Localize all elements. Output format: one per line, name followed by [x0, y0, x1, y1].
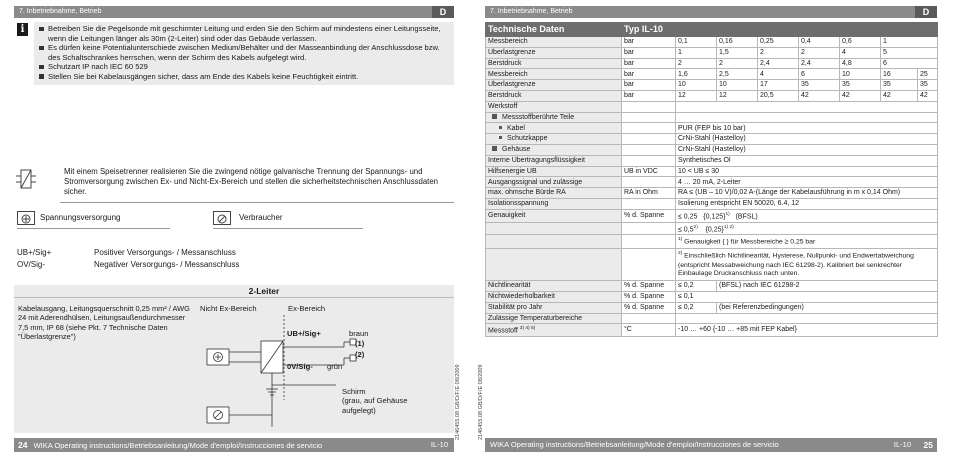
value: ≤ 0,25 — [678, 213, 698, 221]
row-unit: % d. Spanne — [622, 209, 676, 222]
divider — [17, 228, 170, 229]
cell: ≤ 0,2 — [676, 302, 717, 313]
cell: (BFSL) nach IEC 61298-2 — [717, 281, 938, 292]
cell: 4 — [758, 69, 799, 80]
row-unit: RA in Ohm — [622, 188, 676, 199]
cell — [676, 313, 938, 324]
cell: 0,1 — [676, 37, 717, 48]
pin-row — [17, 247, 239, 259]
row-unit: bar — [622, 47, 676, 58]
table-row — [486, 222, 938, 235]
table-row — [486, 80, 938, 91]
cell: 12 — [717, 90, 758, 101]
row-unit: bar — [622, 58, 676, 69]
cell: 10 — [676, 80, 717, 91]
wiring-diagram — [14, 285, 454, 433]
row-unit: bar — [622, 90, 676, 101]
cell: 35 — [881, 80, 918, 91]
cell: 42 — [799, 90, 840, 101]
cell: 0,4 — [799, 37, 840, 48]
square-bullet-icon — [492, 114, 497, 119]
right-footer — [485, 438, 937, 452]
row-unit: bar — [622, 69, 676, 80]
value: {0,125} — [703, 213, 726, 221]
row-label: Überlastgrenze — [486, 80, 622, 91]
row-label: Berstdruck — [486, 90, 622, 101]
bullet-item: Es dürfen keine Potentialunterschiede zwischen Medium/Behälter und der Masseanbindung der Anschlussdose bzw. des Schaltschrankes herrschen, wenn der Schirm des Kabels aufgelegt wird. — [38, 43, 450, 62]
cell: PUR (FEP bis 10 bar) — [676, 123, 938, 134]
cell: 20,5 — [758, 90, 799, 101]
cell: 4 … 20 mA, 2-Leiter — [676, 177, 938, 188]
row-label-text: Schutzkappe — [507, 135, 548, 143]
table-head-title: Technische Daten — [486, 23, 622, 37]
divider — [213, 228, 363, 229]
terminal-1: (1) — [355, 339, 365, 348]
table-row — [486, 58, 938, 69]
cell: 1 — [881, 37, 938, 48]
cell — [622, 134, 676, 145]
row-label-text: Gehäuse — [502, 146, 531, 154]
row-label: Messbereich — [486, 37, 622, 48]
row-label: Berstdruck — [486, 58, 622, 69]
row-label: Stabilität pro Jahr — [486, 302, 622, 313]
consumer-icon — [213, 211, 231, 225]
cell: 42 — [881, 90, 918, 101]
isolator-text: Mit einem Speisetrenner realisieren Sie die zwingend nötige galvanische Trennung der Spannungs- und Stromversorgung zwischen Ex- und Nicht-Ex-Bereich und stellen die sicherheitstechnischen Anschlussdaten sicher. — [64, 167, 439, 197]
cell: 1,6 — [676, 69, 717, 80]
row-label: Genauigkeit — [486, 209, 622, 222]
row-label: Nichtwiederholbarkeit — [486, 291, 622, 302]
table-row — [486, 313, 938, 324]
shield-label — [342, 387, 407, 415]
pin-desc: Negativer Versorgungs- / Messanschluss — [94, 259, 240, 269]
cell: 42 — [918, 90, 938, 101]
shield-line: Schirm — [342, 387, 366, 396]
footer-model: IL-10 — [893, 440, 911, 449]
table-row — [486, 281, 938, 292]
table-row — [486, 188, 938, 199]
wire-color-green: grün — [327, 362, 343, 371]
power-supply-icon — [17, 211, 35, 225]
square-bullet-icon — [492, 146, 497, 151]
cell — [622, 112, 676, 123]
footnote — [676, 249, 938, 281]
footer-text: WIKA Operating instructions/Betriebsanleitung/Mode d'emploi/Instrucciones de servicio — [490, 440, 779, 449]
cell — [622, 155, 676, 166]
row-label: Isolationsspannung — [486, 198, 622, 209]
row-unit: UB in VDC — [622, 166, 676, 177]
cell — [622, 177, 676, 188]
row-label: Messbereich — [486, 69, 622, 80]
value: ≤ 0,5 — [678, 225, 694, 233]
left-page — [0, 0, 468, 471]
row-unit: bar — [622, 37, 676, 48]
footnote-text: Einschließlich Nichtlinearität, Hysterese, Nullpunkt- und Endwertabweichung (entspricht Messabweichung nach IEC 61298-2). Kalibriert bei senkrechter Einbaulage Druckanschluss nach unten. — [678, 252, 914, 278]
cell: 12 — [676, 90, 717, 101]
cell: 35 — [918, 80, 938, 91]
cell — [622, 198, 676, 209]
row-label: max. ohmsche Bürde RA — [486, 188, 622, 199]
row-label: Nichtlinearität — [486, 281, 622, 292]
pin-row — [17, 259, 239, 271]
table-row — [486, 69, 938, 80]
row-label-text: Kabel — [507, 124, 525, 132]
bullet-item: Schutzart IP nach IEC 60 529 — [38, 62, 450, 72]
row-label — [486, 112, 622, 123]
left-lang-badge: D — [432, 6, 454, 18]
cell: 0,25 — [758, 37, 799, 48]
table-row — [486, 144, 938, 155]
shield-line: (grau, auf Gehäuse — [342, 396, 408, 406]
footnote-mark: 3) 4) 5) — [519, 326, 536, 332]
cell: CrNi-Stahl (Hastelloy) — [676, 144, 938, 155]
footnote-mark: 1) — [725, 211, 730, 217]
cell: 10 — [717, 80, 758, 91]
pin-key: OV/Sig- — [17, 259, 46, 269]
bullet-item: Stellen Sie bei Kabelausgängen sicher, dass am Ende des Kabels keine Feuchtigkeit eintritt. — [38, 72, 450, 82]
table-row — [486, 177, 938, 188]
table-row — [486, 134, 938, 145]
cell — [622, 144, 676, 155]
table-header-row — [486, 23, 938, 37]
footnote-mark: 2) — [678, 251, 683, 257]
cell — [622, 249, 676, 281]
row-label: Zulässige Temperaturbereiche — [486, 313, 622, 324]
divider — [60, 202, 454, 203]
cell — [676, 112, 938, 123]
table-head-type: Typ IL-10 — [622, 23, 938, 37]
cell: 35 — [799, 80, 840, 91]
right-lang-badge: D — [915, 6, 937, 18]
non-ex-label: Nicht Ex-Bereich — [200, 304, 257, 313]
table-row — [486, 112, 938, 123]
tech-data-table — [485, 22, 938, 337]
cell: 6 — [799, 69, 840, 80]
cell: 16 — [881, 69, 918, 80]
value: {0,25} — [705, 225, 724, 233]
cell: Isolierung entspricht EN 50020, 6.4, 12 — [676, 198, 938, 209]
cell: (bei Referenzbedingungen) — [717, 302, 938, 313]
row-label: Hilfsenergie UB — [486, 166, 622, 177]
info-icon: i — [17, 23, 28, 36]
cell: ≤ 0,2 — [676, 281, 717, 292]
table-row — [486, 249, 938, 281]
ub-sig-label: UB+/Sig+ — [287, 329, 321, 338]
row-label: Ausgangssignal und zulässige — [486, 177, 622, 188]
cell: 2 — [758, 47, 799, 58]
wiring-schematic — [194, 315, 454, 433]
ex-label: Ex-Bereich — [288, 304, 326, 313]
row-unit: % d. Spanne — [622, 291, 676, 302]
row-label — [486, 222, 622, 235]
table-row — [486, 90, 938, 101]
cell — [676, 209, 938, 222]
table-row — [486, 291, 938, 302]
page-number: 25 — [923, 440, 933, 450]
wiring-title: 2-Leiter — [14, 285, 454, 298]
left-footer — [14, 438, 454, 452]
right-header — [485, 6, 937, 18]
side-doc-code: 2146455.08 GB/D/F/E 08/2009 — [455, 364, 461, 440]
table-row — [486, 198, 938, 209]
supply-label: Spannungsversorgung — [40, 213, 121, 222]
table-row — [486, 235, 938, 249]
table-row — [486, 101, 938, 112]
table-row — [486, 209, 938, 222]
cell: -10 … +60 {-10 … +85 mit FEP Kabel} — [676, 324, 938, 337]
footnote-mark: 1) — [678, 237, 683, 243]
right-page — [477, 0, 954, 471]
left-header-title: 7. Inbetriebnahme, Betrieb — [19, 8, 102, 15]
footnote — [676, 235, 938, 249]
cell: 1 — [676, 47, 717, 58]
cell: Synthetisches Öl — [676, 155, 938, 166]
footnote-text: Genauigkeit { } für Messbereiche ≥ 0,25 bar — [684, 238, 816, 246]
row-label-text: Messstoff — [488, 327, 518, 335]
table-row — [486, 324, 938, 337]
cell: 0,6 — [840, 37, 881, 48]
row-label — [486, 235, 622, 249]
cell — [622, 222, 676, 235]
wire-color-brown: braun — [349, 329, 369, 338]
cell — [622, 313, 676, 324]
footnote-mark: 2) — [693, 224, 698, 230]
left-header — [14, 6, 454, 18]
cell: RA ≤ (UB – 10 V)/0,02 A-(Länge der Kabelausführung in m x 0,14 Ohm) — [676, 188, 938, 199]
pin-desc: Positiver Versorgungs- / Messanschluss — [94, 248, 236, 257]
cell: 0,16 — [717, 37, 758, 48]
isolator-icon — [16, 168, 36, 190]
page-number: 24 — [18, 440, 28, 450]
row-label — [486, 324, 622, 337]
cell: 2 — [799, 47, 840, 58]
row-label — [486, 144, 622, 155]
cell: 4 — [840, 47, 881, 58]
shield-line: aufgelegt) — [342, 405, 376, 415]
cell: 2,4 — [758, 58, 799, 69]
row-unit: % d. Spanne — [622, 281, 676, 292]
terminal-2: (2) — [355, 350, 365, 359]
cell — [622, 123, 676, 134]
footer-text: WIKA Operating instructions/Betriebsanleitung/Mode d'emploi/Instrucciones de servicio — [33, 441, 323, 450]
cell: 2 — [717, 58, 758, 69]
footer-model: IL-10 — [430, 440, 448, 449]
cell: CrNi-Stahl (Hastelloy) — [676, 134, 938, 145]
cell — [676, 101, 938, 112]
row-label-text: Messstoffberührte Teile — [502, 113, 575, 121]
dot-bullet-icon — [499, 126, 502, 129]
side-doc-code: 2146455.08 GB/D/F/E 08/2009 — [478, 364, 484, 440]
cell: 2,5 — [717, 69, 758, 80]
cell: 10 < UB ≤ 30 — [676, 166, 938, 177]
cell — [622, 101, 676, 112]
row-label: Werkstoff — [486, 101, 622, 112]
cell — [676, 222, 938, 235]
right-header-title: 7. Inbetriebnahme, Betrieb — [490, 8, 573, 15]
cell: 35 — [840, 80, 881, 91]
row-label — [486, 249, 622, 281]
cell: 10 — [840, 69, 881, 80]
dot-bullet-icon — [499, 136, 502, 139]
table-row — [486, 155, 938, 166]
consumer-label: Verbraucher — [239, 213, 283, 222]
cell: 5 — [881, 47, 938, 58]
ov-sig-label: 0V/Sig- — [287, 362, 313, 371]
cell: 1,5 — [717, 47, 758, 58]
table-row — [486, 166, 938, 177]
table-row — [486, 302, 938, 313]
footnote-mark: 1) 2) — [723, 224, 734, 230]
cell: 2 — [676, 58, 717, 69]
cell: 6 — [881, 58, 938, 69]
value: (BFSL) — [735, 213, 758, 221]
row-unit: % d. Spanne — [622, 302, 676, 313]
row-unit: °C — [622, 324, 676, 337]
cell: 25 — [918, 69, 938, 80]
pin-legend — [17, 247, 239, 270]
cell: 2,4 — [799, 58, 840, 69]
cable-description: Kabelausgang, Leitungsquerschnitt 0,25 mm² / AWG 24 mit Aderendhülsen, Leitungsaußendurchmesser 7,5 mm, IP 68 (siehe Pkt. 7 Technische Daten "Überlastgrenze") — [18, 304, 190, 342]
cell: ≤ 0,1 — [676, 291, 938, 302]
row-label — [486, 134, 622, 145]
table-row — [486, 123, 938, 134]
cell: 17 — [758, 80, 799, 91]
row-label — [486, 123, 622, 134]
table-row — [486, 47, 938, 58]
safety-bullets — [34, 22, 454, 85]
cell — [622, 235, 676, 249]
cell: 4,8 — [840, 58, 881, 69]
cell: 42 — [840, 90, 881, 101]
row-label: Interne Übertragungsflüssigkeit — [486, 155, 622, 166]
table-row — [486, 37, 938, 48]
row-unit: bar — [622, 80, 676, 91]
row-label: Überlastgrenze — [486, 47, 622, 58]
pin-key: UB+/Sig+ — [17, 248, 52, 257]
bullet-item: Betreiben Sie die Pegelsonde mit geschirmter Leitung und erden Sie den Schirm auf mindestens einer Leitungsseite, wenn die Leitungen länger als 30m (2-Leiter) sind oder das Gebäude verlassen. — [38, 24, 450, 43]
